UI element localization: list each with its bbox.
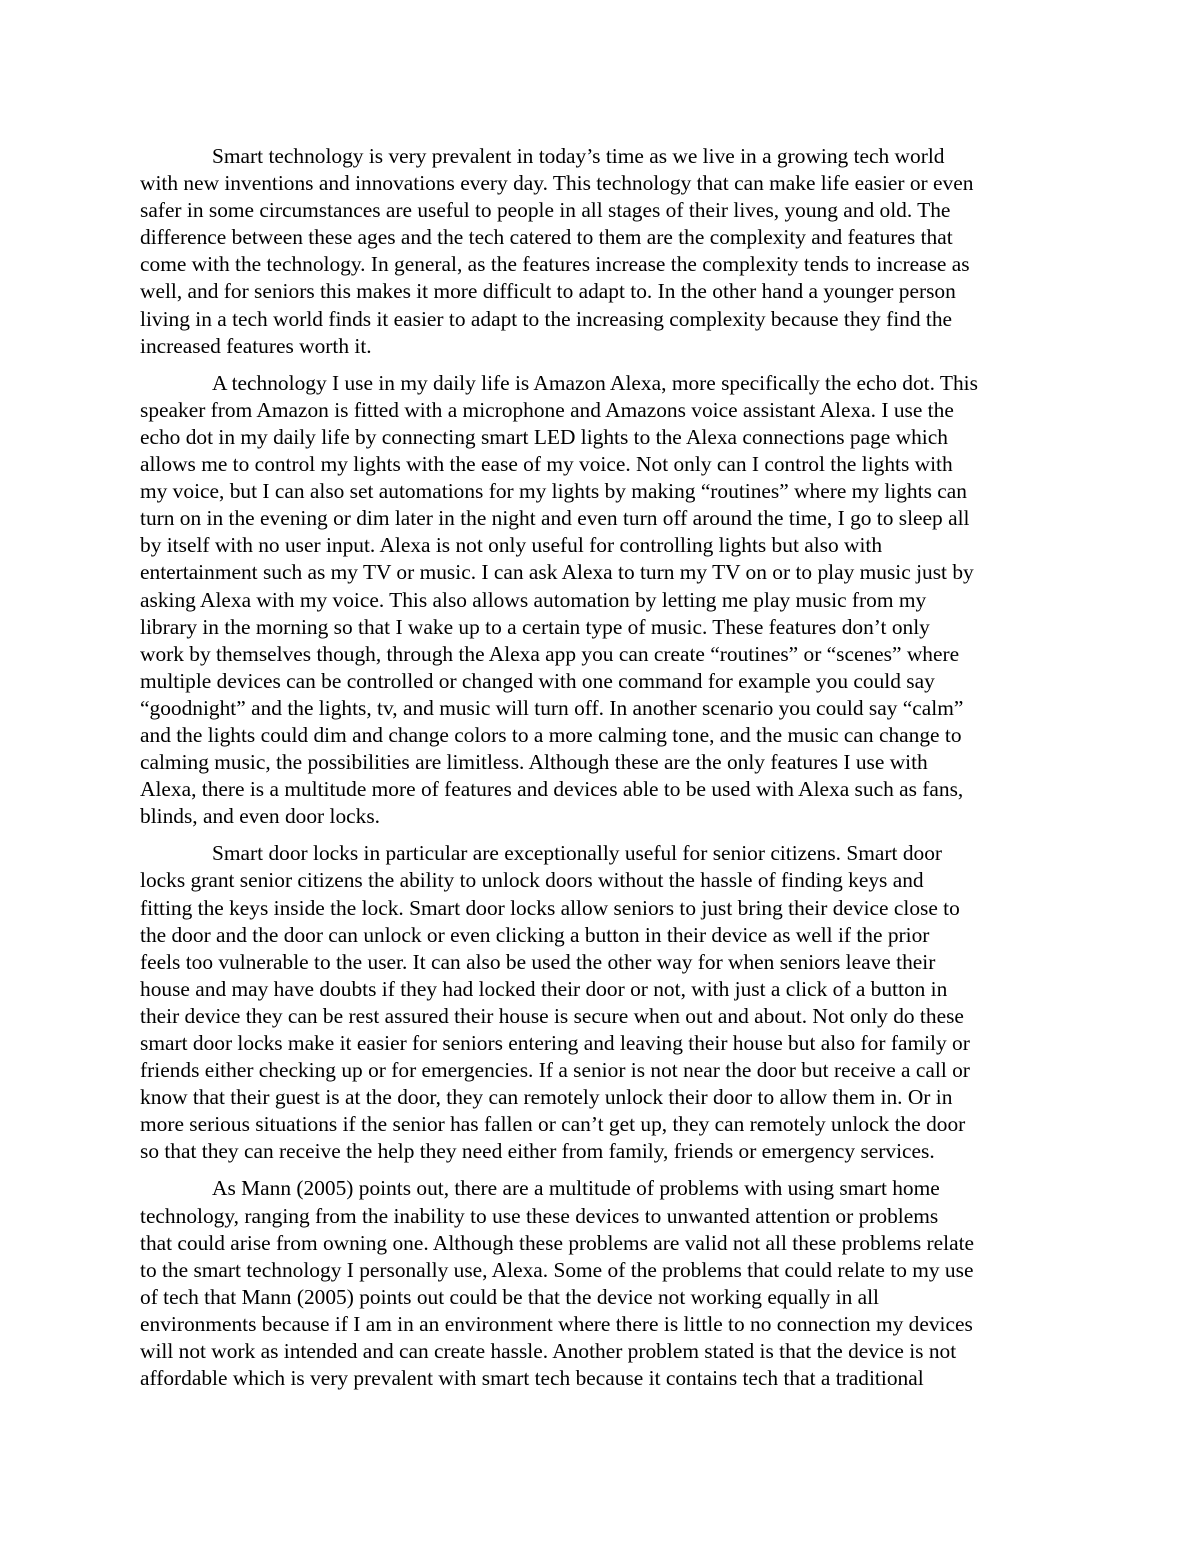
text-line: library in the morning so that I wake up to a certain type of music. These features don’t only bbox=[140, 614, 930, 639]
text-line: know that their guest is at the door, they can remotely unlock their door to allow them in. Or in bbox=[140, 1085, 953, 1110]
text-line: will not work as intended and can create hassle. Another problem stated is that the device is not bbox=[140, 1339, 957, 1364]
text-line: the door and the door can unlock or even clicking a button in their device as well if the prior bbox=[140, 922, 930, 947]
text-line: As Mann (2005) points out, there are a multitude of problems with using smart home bbox=[212, 1176, 940, 1201]
text-line: A technology I use in my daily life is Amazon Alexa, more specifically the echo dot. This bbox=[212, 370, 978, 395]
text-line: echo dot in my daily life by connecting smart LED lights to the Alexa connections page which bbox=[140, 424, 948, 449]
paragraph-smart-technology-intro bbox=[140, 143, 1070, 360]
text-line: friends either checking up or for emergencies. If a senior is not near the door but receive a call or bbox=[140, 1058, 970, 1083]
text-line: entertainment such as my TV or music. I can ask Alexa to turn my TV on or to play music just by bbox=[140, 560, 974, 585]
text-line: turn on in the evening or dim later in the night and even turn off around the time, I go to sleep all bbox=[140, 506, 970, 531]
text-line: increased features worth it. bbox=[140, 333, 372, 358]
text-line: their device they can be rest assured their house is secure when out and about. Not only do these bbox=[140, 1003, 964, 1028]
text-line: technology, ranging from the inability to use these devices to unwanted attention or problems bbox=[140, 1203, 939, 1228]
text-line: affordable which is very prevalent with smart tech because it contains tech that a traditional bbox=[140, 1366, 924, 1391]
text-line: safer in some circumstances are useful to people in all stages of their lives, young and old. The bbox=[140, 198, 951, 223]
text-line: Smart technology is very prevalent in today’s time as we live in a growing tech world bbox=[212, 144, 945, 168]
text-line: well, and for seniors this makes it more difficult to adapt to. In the other hand a younger person bbox=[140, 279, 956, 304]
paragraph-smart-door-locks bbox=[140, 840, 1070, 1165]
paragraph-mann-problems bbox=[140, 1175, 1070, 1392]
text-line: by itself with no user input. Alexa is not only useful for controlling lights but also with bbox=[140, 533, 883, 558]
text-line: living in a tech world finds it easier to adapt to the increasing complexity because they find the bbox=[140, 306, 953, 331]
text-line: locks grant senior citizens the ability to unlock doors without the hassle of finding keys and bbox=[140, 868, 924, 893]
paragraph-amazon-alexa bbox=[140, 370, 1070, 831]
text-line: smart door locks make it easier for seniors entering and leaving their house but also for family or bbox=[140, 1031, 970, 1055]
text-line: to the smart technology I personally use, Alexa. Some of the problems that could relate to my use bbox=[140, 1257, 974, 1282]
text-line: environments because if I am in an environment where there is little to no connection my devices bbox=[140, 1311, 973, 1336]
text-line: multiple devices can be controlled or changed with one command for example you could say bbox=[140, 668, 935, 693]
text-line: of tech that Mann (2005) points out could be that the device not working equally in all bbox=[140, 1284, 879, 1309]
text-line: more serious situations if the senior has fallen or can’t get up, they can remotely unlock the door bbox=[140, 1112, 966, 1137]
text-line: that could arise from owning one. Although these problems are valid not all these problems relate bbox=[140, 1230, 975, 1255]
text-line: Alexa, there is a multitude more of features and devices able to be used with Alexa such as fans, bbox=[140, 777, 964, 802]
text-line: fitting the keys inside the lock. Smart door locks allow seniors to just bring their device close to bbox=[140, 895, 960, 920]
text-line: and the lights could dim and change colors to a more calming tone, and the music can change to bbox=[140, 722, 962, 747]
text-line: blinds, and even door locks. bbox=[140, 804, 381, 829]
text-line: “goodnight” and the lights, tv, and music will turn off. In another scenario you could say “calm” bbox=[140, 695, 964, 720]
text-line: with new inventions and innovations every day. This technology that can make life easier or even bbox=[140, 171, 974, 196]
text-line: come with the technology. In general, as the features increase the complexity tends to increase as bbox=[140, 252, 970, 277]
text-line: my voice, but I can also set automations for my lights by making “routines” where my lights can bbox=[140, 479, 967, 504]
text-line: allows me to control my lights with the ease of my voice. Not only can I control the lights with bbox=[140, 452, 953, 477]
text-line: work by themselves though, through the Alexa app you can create “routines” or “scenes” where bbox=[140, 641, 960, 666]
text-line: house and may have doubts if they had locked their door or not, with just a click of a button in bbox=[140, 976, 948, 1001]
text-line: Smart door locks in particular are exceptionally useful for senior citizens. Smart door bbox=[212, 841, 943, 866]
text-line: asking Alexa with my voice. This also allows automation by letting me play music from my bbox=[140, 587, 927, 612]
document-body bbox=[140, 143, 1070, 1402]
text-line: so that they can receive the help they need either from family, friends or emergency services. bbox=[140, 1139, 935, 1164]
text-line: speaker from Amazon is fitted with a microphone and Amazons voice assistant Alexa. I use the bbox=[140, 397, 954, 422]
text-line: difference between these ages and the tech catered to them are the complexity and features that bbox=[140, 225, 953, 250]
text-line: feels too vulnerable to the user. It can also be used the other way for when seniors leave their bbox=[140, 949, 936, 974]
text-line: calming music, the possibilities are limitless. Although these are the only features I use with bbox=[140, 750, 928, 775]
